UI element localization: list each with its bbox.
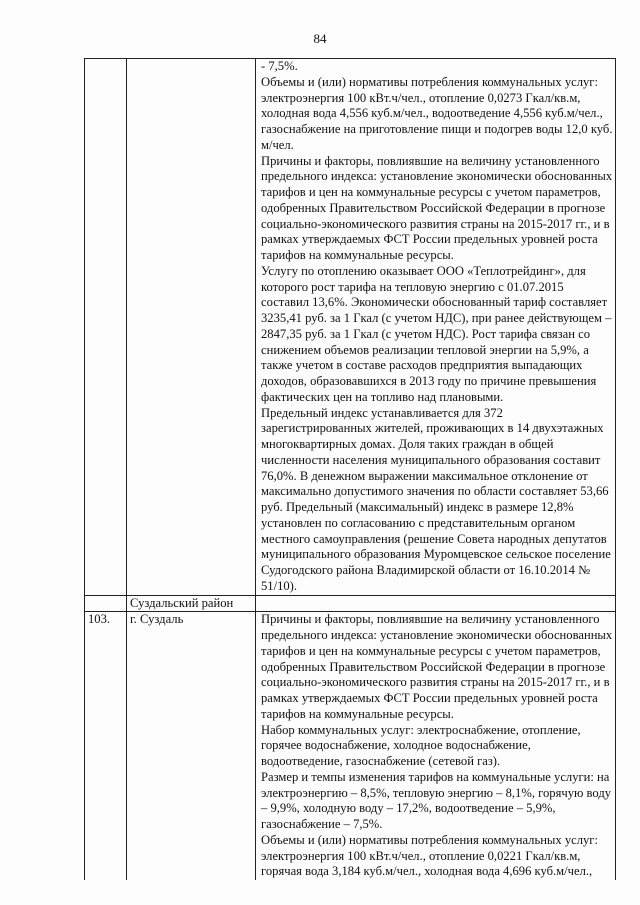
paragraph: Причины и факторы, повлиявшие на величину установленного предельного индекса: установление экономически обоснованных тарифов и цен на коммунальные ресурсы с учетом параметров, одобренных Правительством Российской Федерации в прогнозе социально-экономического развития страны на 2015-2017 гг., и в рамках утверждаемых ФСТ России предельных уровней роста тарифов на коммунальные ресурсы. — [261, 612, 613, 721]
paragraph: Услугу по отоплению оказывает ООО «Теплотрейдинг», для которого рост тарифа на тепловую энергию с 01.07.2015 составил 13,6%. Экономически обоснованный тариф составляет 3235,41 руб. за 1 Гкал (с учетом НДС), при ранее действующем – 2847,35 руб. за 1 Гкал (с учетом НДС). Рост тарифа связан со снижением объемов реализации тепловой энергии на 5,9%, а также учетом в составе расходов предприятия выпадающих доходов, образовавшихся в 2013 году по причине превышения фактических цен на топливо над плановыми. — [261, 263, 612, 404]
municipality-cell — [127, 59, 256, 596]
table-row — [85, 612, 616, 880]
tariff-table — [84, 58, 616, 880]
row-number-cell — [85, 595, 127, 612]
paragraph: Размер и темпы изменения тарифов на коммунальные услуги: на электроэнергию – 8,5%, тепловую энергию – 8,1%, горячую воду – 9,9%, холодную воду – 17,2%, водоотведение – 5,9%, газоснабжение – 7,5%. — [261, 769, 612, 831]
row-number-cell: 103. — [85, 612, 127, 880]
page-number: 84 — [313, 31, 327, 46]
region-row — [85, 595, 616, 612]
region-name-cell: Суздальский район — [127, 595, 256, 612]
paragraph: - 7,5%. — [261, 59, 298, 73]
paragraph: Предельный индекс устанавливается для 372 зарегистрированных жителей, проживающих в 14 двухэтажных многоквартирных домах. Доля таких граждан в общей численности населения муниципального образования составит 76,0%. В денежном выражении максимальное отклонение от максимально допустимого значения по области составляет 53,66 руб. Предельный (максимальный) индекс в размере 12,8% установлен по согласованию с представительным органом местного самоуправления (решение Совета народных депутатов муниципального образования Муромцевское сельское поселение Судогодского района Владимирской области от 16.10.2014 № 51/10). — [261, 405, 611, 593]
paragraph: Набор коммунальных услуг: электроснабжение, отопление, горячее водоснабжение, холодное водоснабжение, водоотведение, газоснабжение (сетевой газ). — [261, 722, 581, 768]
paragraph: Причины и факторы, повлиявшие на величину установленного предельного индекса: установление экономически обоснованных тарифов и цен на коммунальные ресурсы с учетом параметров, одобренных Правительством Российской Федерации в прогнозе социально-экономического развития страны на 2015-2017 гг., и в рамках утверждаемых ФСТ России предельных уровней роста тарифов на коммунальные ресурсы. — [261, 153, 613, 262]
municipality-cell: г. Суздаль — [127, 612, 256, 880]
description-cell — [256, 59, 616, 596]
description-cell — [256, 612, 616, 880]
row-number-cell — [85, 59, 127, 596]
table-row — [85, 59, 616, 596]
paragraph: Объемы и (или) нормативы потребления коммунальных услуг: электроэнергия 100 кВт.ч/чел., отопление 0,0273 Гкал/кв.м, холодная вода 4,556 куб.м/чел., водоотведение 4,556 куб.м/чел., газоснабжение на приготовление пищи и подогрев воды 12,0 куб. м/чел. — [261, 74, 613, 152]
description-cell — [256, 595, 616, 612]
paragraph: Объемы и (или) нормативы потребления коммунальных услуг: электроэнергия 100 кВт.ч/чел., отопление 0,0221 Гкал/кв.м, горячая вода 3,184 куб.м/чел., холодная вода 4,696 куб.м/чел., — [261, 832, 598, 879]
